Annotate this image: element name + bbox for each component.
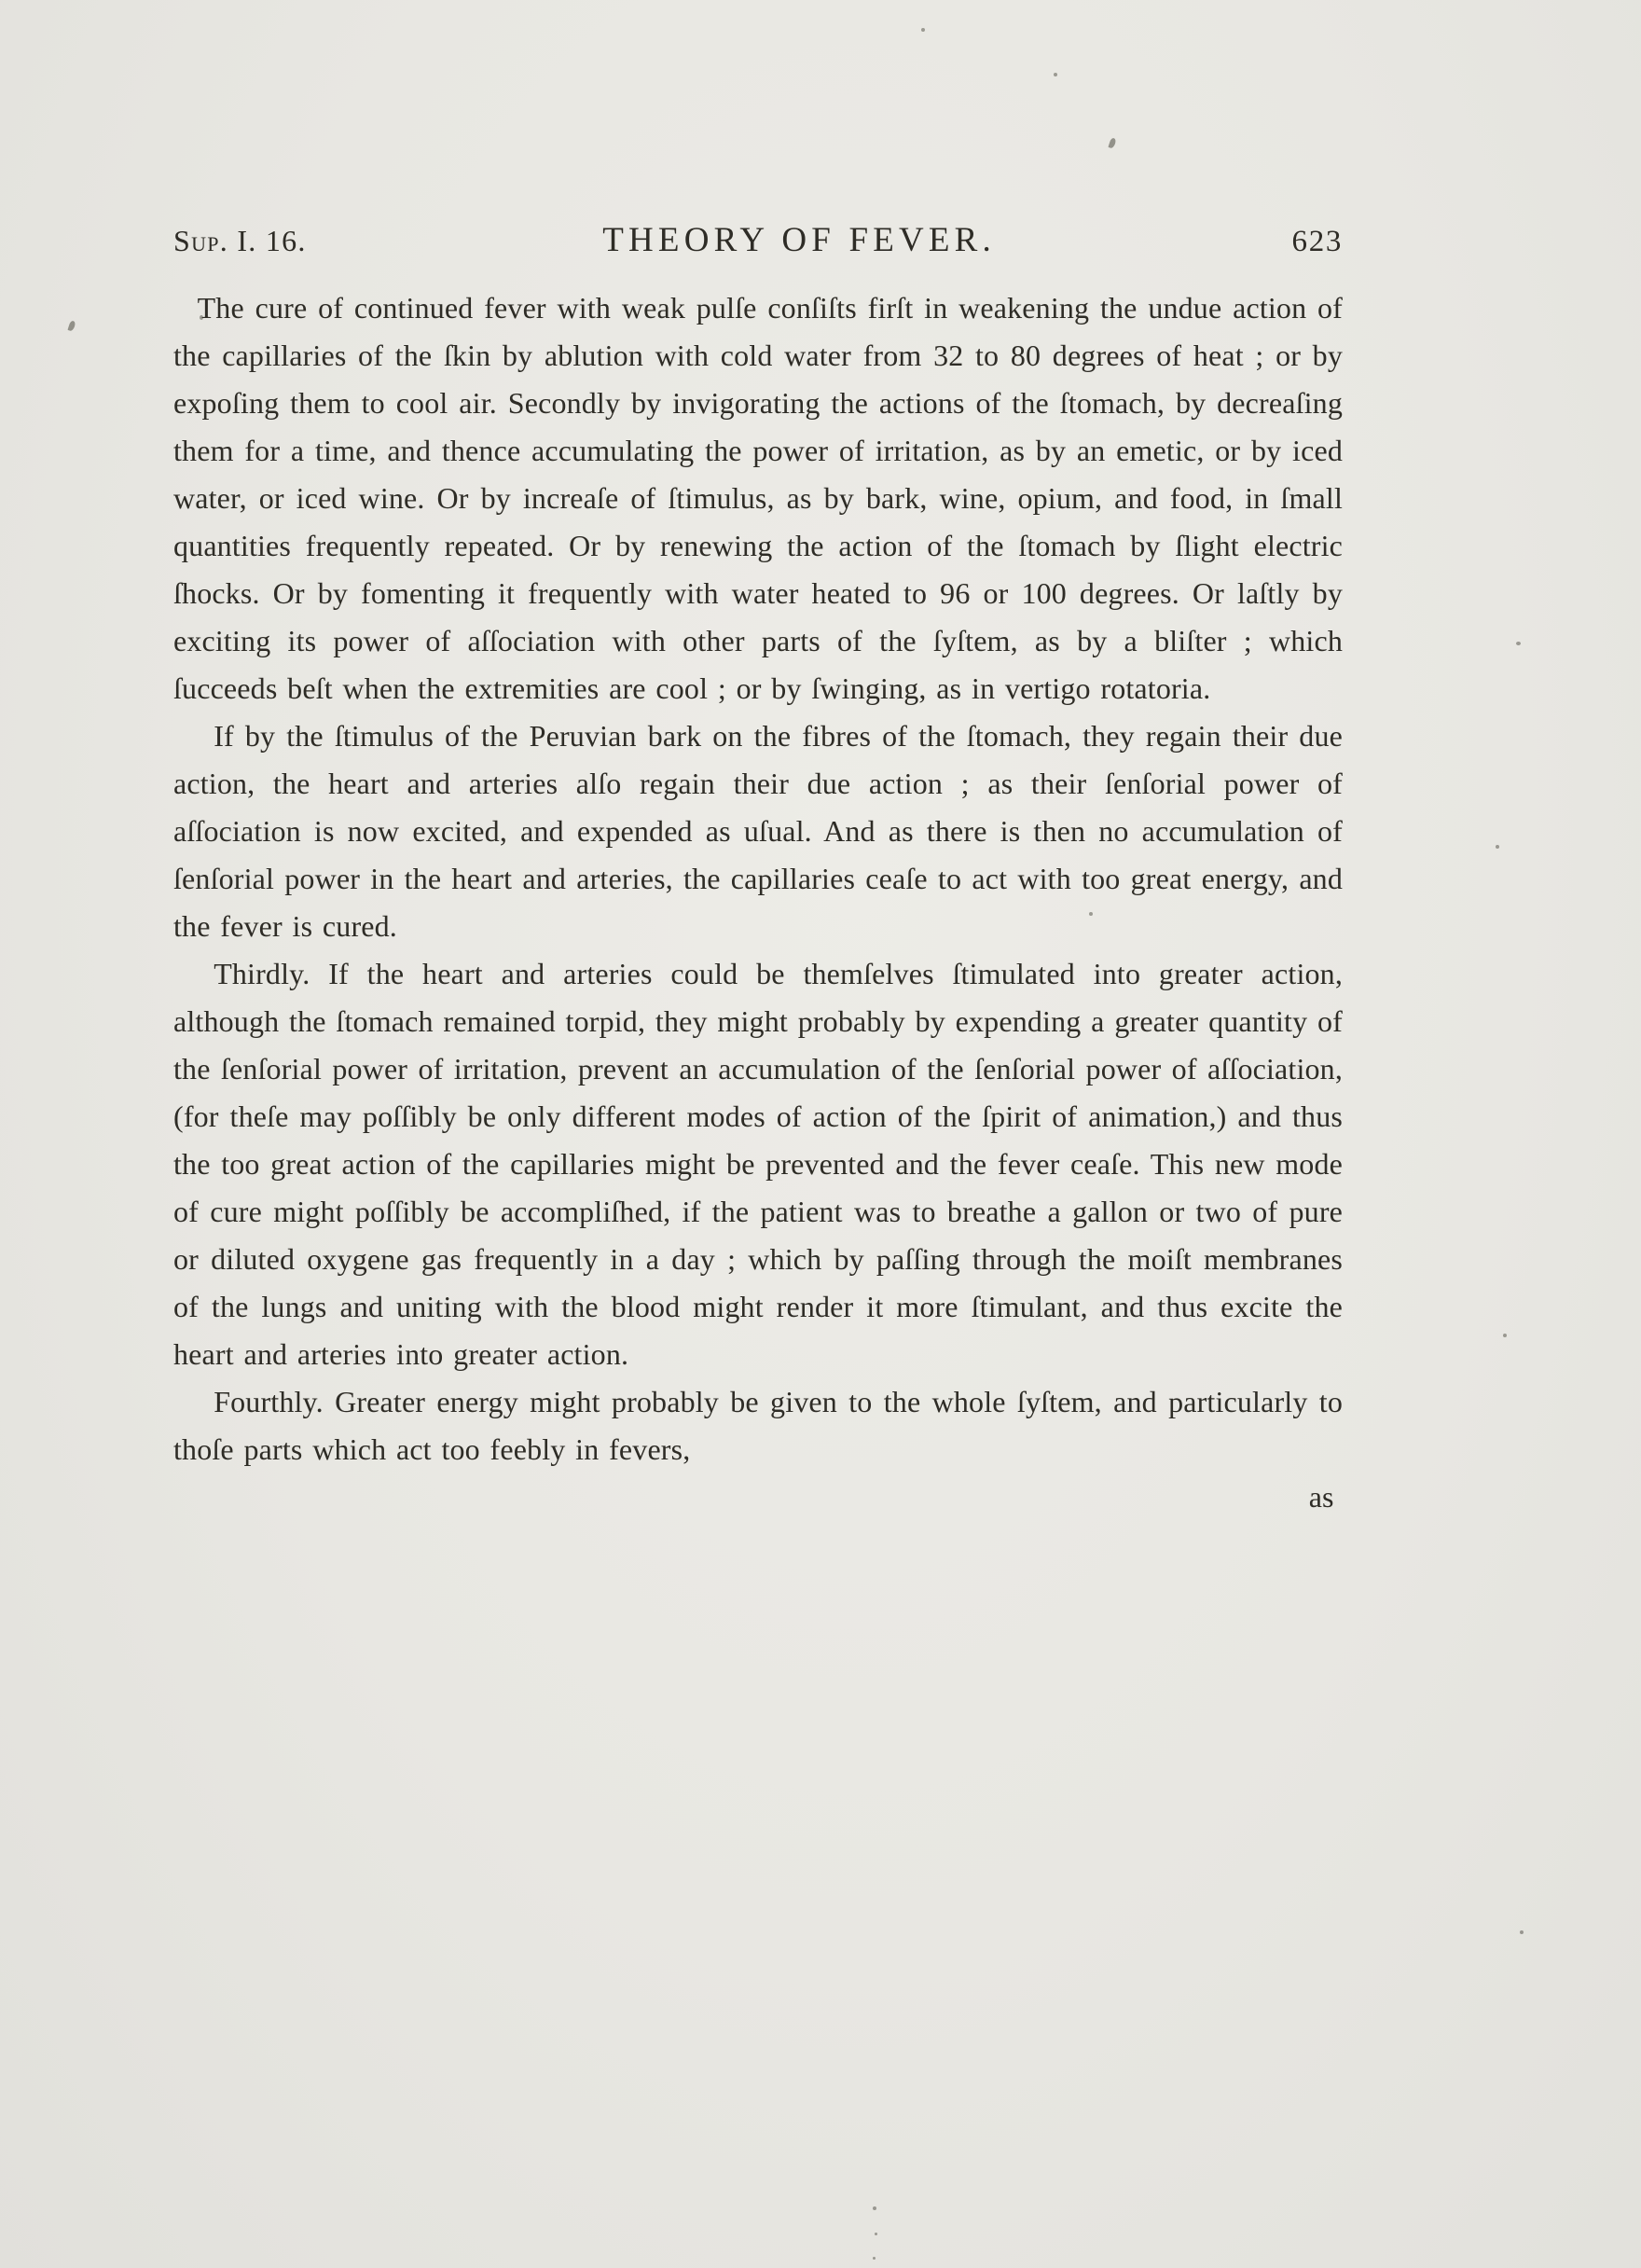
paragraph-thirdly: Thirdly. If the heart and arteries could be themſelves ſtimulated into greater action, although the ſtomach remained torpid, they might probably by expending a greater quantity of the ſenſorial power of irritation, prevent an accumulation of the ſenſorial power of aſſociation, (for theſe may poſſibly be only different modes of action of the ſpirit of animation,) and thus the too great action of the capillaries might be prevented and the fever ceaſe. This new mode of cure might poſſibly be accompliſhed, if the patient was to breathe a gallon or two of pure or diluted oxygene gas frequently in a day ; which by paſſing through the moiſt membranes of the lungs and uniting with the blood might render it more ſtimulant, and thus excite the heart and arteries into greater action.: [173, 957, 1343, 1371]
scan-speck: [1054, 73, 1057, 76]
scan-speck: [1503, 1334, 1507, 1337]
scan-speck: [1108, 137, 1116, 148]
scan-speck: [873, 2257, 876, 2260]
page-number: 623: [1291, 225, 1343, 258]
page-header: [173, 220, 1343, 260]
text-block: [173, 220, 1343, 1521]
scan-speck: [1516, 642, 1521, 645]
scan-speck: [1520, 1930, 1524, 1934]
scan-speck: [1496, 845, 1499, 849]
scan-speck: [67, 320, 76, 331]
scan-speck: [873, 2206, 876, 2210]
scan-speck: [921, 28, 925, 32]
paragraph-fourthly: Fourthly. Greater energy might probably be given to the whole ſyſtem, and particularly to thoſe parts which act too feebly in fevers,: [173, 1385, 1343, 1466]
paragraph-cure-of-fever: The cure of continued fever with weak pulſe conſiſts firſt in weakening the undue action of the capillaries of the ſkin by ablution with cold water from 32 to 80 degrees of heat ; or by expoſing them to cool air. Secondly by invigorating the actions of the ſtomach, by decreaſing them for a time, and thence accumulating the power of irritation, as by an emetic, or by iced water, or iced wine. Or by increaſe of ſtimulus, as by bark, wine, opium, and food, in ſmall quantities frequently repeated. Or by renewing the action of the ſtomach by ſlight electric ſhocks. Or by fomenting it frequently with water heated to 96 or 100 degrees. Or laſtly by exciting its power of aſſociation with other parts of the ſyſtem, as by a bliſter ; which ſucceeds beſt when the extremities are cool ; or by ſwinging, as in vertigo rotatoria.: [173, 291, 1343, 705]
paragraph-peruvian-bark: If by the ſtimulus of the Peruvian bark on the fibres of the ſtomach, they regain their due action, the heart and arteries alſo regain their due action ; as their ſenſorial power of aſſociation is now excited, and expended as uſual. And as there is then no accumulation of ſenſorial power in the heart and arteries, the capillaries ceaſe to act with too great energy, and the fever is cured.: [173, 719, 1343, 943]
running-title: THEORY OF FEVER.: [602, 221, 996, 259]
scan-speck: [875, 2233, 877, 2235]
catchword: as: [1308, 1480, 1334, 1514]
signature-mark: Sup. I. 16.: [173, 224, 307, 257]
